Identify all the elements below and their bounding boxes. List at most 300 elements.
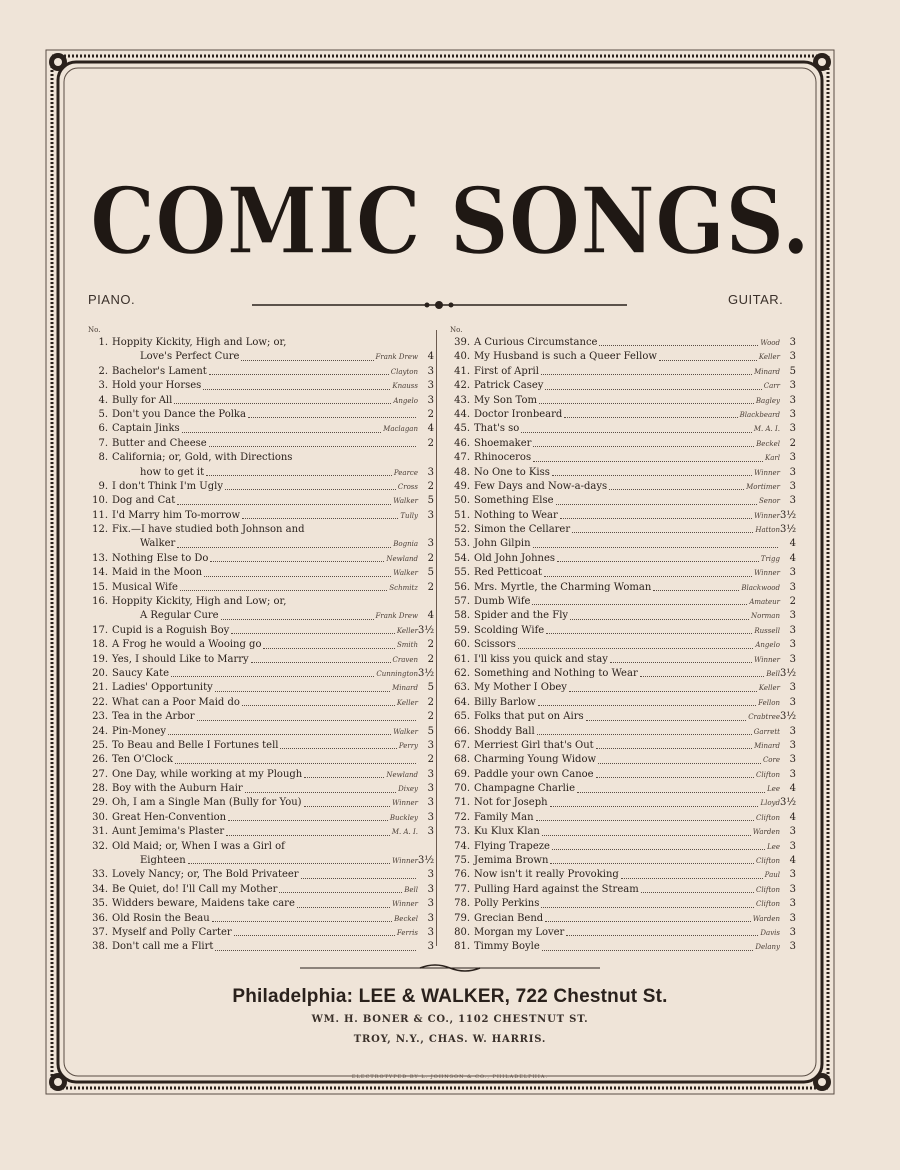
song-number: 8. [98,452,108,464]
song-composer: Keller [396,698,418,707]
song-title: Dumb Wife [474,596,531,608]
song-entry [450,451,796,465]
song-number: 43. [454,394,470,406]
leader-dots [177,504,391,505]
song-composer: Frank Drew [375,353,418,362]
song-entry [450,897,796,911]
song-title: Hold your Horses [112,380,202,392]
song-number: 30. [92,811,108,823]
song-price: 2 [427,639,434,651]
song-composer: Maclagan [383,425,418,434]
electrotyper-credit: ELECTROTYPED BY L. JOHNSON & CO., PHILADELPHIA. [351,1074,549,1080]
song-number: 72. [454,811,470,823]
song-title: Polly Perkins [474,898,540,910]
song-number: 57. [454,596,470,608]
song-title: A Frog he would a Wooing go [112,639,262,651]
song-title: Something and Nothing to Wear [474,667,638,679]
song-title: Don't you Dance the Polka [112,408,246,420]
song-entry [450,394,796,408]
song-entry [450,509,796,523]
song-composer: Clifton [756,813,780,822]
song-title: My Husband is such a Queer Fellow [474,351,657,363]
song-composer: Minard [392,684,418,693]
song-entry [450,408,796,422]
song-price: 2 [427,581,434,593]
song-composer: Clifton [756,900,780,909]
song-price: 3 [427,912,434,924]
leader-dots [541,374,752,375]
song-number: 39. [454,336,470,348]
song-number: 70. [454,783,470,795]
song-number: 28. [92,783,108,795]
song-number: 25. [92,739,108,751]
song-composer: Ferris [396,929,418,937]
leader-dots [209,446,416,447]
song-price: 3 [789,394,796,406]
song-entry [88,667,434,681]
song-composer: Amateur [749,598,780,607]
leader-dots [171,676,374,677]
leader-dots [263,648,395,649]
song-entry [88,494,434,508]
song-title: Now isn't it really Provoking [474,869,619,881]
song-entry [450,883,796,897]
song-price: 3 [789,610,796,622]
song-title: Red Petticoat [474,567,543,579]
song-entry [88,408,434,422]
song-price: 2 [427,480,434,492]
song-composer: Dixey [398,785,418,794]
song-number: 1. [98,336,108,348]
song-title: Don't call me a Flirt [112,941,214,953]
song-price: 5 [427,495,434,507]
song-price: 3 [789,639,796,651]
song-price: 3 [427,898,434,910]
song-composer: Russell [754,626,780,635]
song-price: 3 [427,941,434,953]
song-price: 3 [789,898,796,910]
song-composer: Trigg [760,554,780,563]
left-column-number-header: No. [88,326,101,334]
leader-dots [566,935,758,936]
song-price: 3 [427,739,434,751]
song-composer: Core [762,756,780,765]
song-price: 3 [427,883,434,895]
song-title: What can a Poor Maid do [112,696,240,708]
song-title: Grecian Bend [474,912,544,924]
song-price: 3 [427,927,434,938]
song-entry-continuation [88,609,434,623]
song-title: Yes, I should Like to Marry [112,653,249,665]
leader-dots [599,345,758,346]
song-number: 42. [454,380,470,392]
song-title: Charming Young Widow [474,754,597,766]
song-title: I don't Think I'm Ugly [112,480,223,492]
song-number: 52. [454,524,470,536]
song-composer: Beckel [756,439,780,448]
song-title-continuation: A Regular Cure [140,610,219,622]
song-composer: Bell [404,885,418,894]
song-price: 2 [427,653,434,665]
song-composer: Walker [393,497,418,506]
song-entry [450,868,796,882]
song-price: 3 [789,581,796,593]
song-price: 3 [789,351,796,363]
song-price: 2 [427,711,434,723]
leader-dots [569,691,757,692]
bottom-ornament [300,962,600,974]
song-composer: Karl [765,454,780,463]
song-number: 10. [92,495,108,507]
song-entry [450,768,796,782]
leader-dots [609,489,744,490]
song-entry [450,739,796,753]
song-title: Dog and Cat [112,495,176,507]
song-entry [450,379,796,393]
song-price: 4 [789,783,796,795]
song-title-continuation: how to get it [140,466,205,478]
song-number: 73. [454,826,470,838]
song-composer: Bagley [755,396,780,405]
song-number: 22. [92,696,108,708]
song-entry [450,840,796,854]
song-title: Lovely Nancy; or, The Bold Privateer [112,869,299,881]
leader-dots [536,820,754,821]
song-title: That's so [474,423,520,435]
song-composer: Winner [392,799,418,808]
song-entry [88,437,434,451]
song-composer: Walker [393,727,418,736]
song-composer: Knauss [392,382,418,391]
title-text: COMIC SONGS. [90,167,810,275]
song-composer: Wood [760,338,780,347]
song-entry [88,480,434,494]
song-entry [88,379,434,393]
song-composer: Walker [393,569,418,578]
song-composer: Lee [767,842,780,851]
song-price: 2 [427,437,434,449]
song-number: 63. [454,682,470,694]
song-composer: Clifton [756,885,780,894]
song-entry [450,797,796,811]
leader-dots [279,892,402,893]
song-number: 58. [454,610,470,622]
song-title: Nothing to Wear [474,509,558,521]
header-rule-ornament [252,298,627,312]
song-title: Ladies' Opportunity [112,682,213,694]
song-entry [88,595,434,609]
song-title: Tea in the Arbor [112,711,195,723]
leader-dots [621,878,763,879]
song-number: 31. [92,826,108,838]
left-song-list [88,336,434,955]
song-price: 5 [427,567,434,579]
right-song-list [450,336,796,955]
song-title: Rhinoceros [474,452,532,464]
song-entry [88,825,434,839]
song-title: John Gilpin [474,538,531,550]
song-title: Doctor Ironbeard [474,408,563,420]
song-entry [450,725,796,739]
song-price: 2 [789,437,796,449]
song-entry [88,509,434,523]
song-title: Mrs. Myrtle, the Charming Woman [474,581,652,593]
leader-dots [242,518,398,519]
song-number: 7. [98,437,108,449]
leader-dots [596,748,752,749]
song-title: Morgan my Lover [474,927,565,938]
song-title: Timmy Boyle [474,941,540,953]
leader-dots [564,417,737,418]
song-number: 48. [454,466,470,478]
song-entry [450,537,796,551]
leader-dots [241,360,373,361]
song-price: 2 [789,596,796,608]
leader-dots [301,878,416,879]
song-number: 59. [454,624,470,636]
song-number: 46. [454,437,470,449]
song-price: 3 [789,682,796,694]
leader-dots [545,389,761,390]
song-price: 3½ [418,667,435,679]
song-title: Paddle your own Canoe [474,768,594,780]
song-title: Merriest Girl that's Out [474,739,594,751]
song-price: 5 [427,725,434,737]
leader-dots [212,921,392,922]
song-number: 78. [454,898,470,910]
song-entry [88,581,434,595]
song-entry [450,854,796,868]
song-number: 38. [92,941,108,953]
song-entry [450,825,796,839]
song-entry [450,696,796,710]
song-price: 3 [427,365,434,377]
song-number: 23. [92,711,108,723]
song-composer: Tully [400,511,418,520]
song-entry [450,681,796,695]
leader-dots [550,863,754,864]
song-entry [450,595,796,609]
song-composer: Winner [754,655,780,664]
song-title: Fix.—I have studied both Johnson and [112,524,305,536]
song-price: 4 [789,552,796,564]
song-composer: Pearce [393,468,418,477]
song-entry [450,336,796,350]
leader-dots [203,389,390,390]
song-price: 3 [427,509,434,521]
song-price: 3½ [780,797,797,809]
leader-dots [570,619,749,620]
song-price: 3 [789,912,796,924]
song-title: My Son Tom [474,394,537,406]
song-price: 3 [789,840,796,852]
song-entry [88,336,434,350]
leader-dots [175,763,416,764]
leader-dots [248,417,416,418]
song-entry [88,753,434,767]
song-number: 53. [454,538,470,550]
leader-dots [228,820,388,821]
song-number: 32. [92,840,108,852]
song-number: 51. [454,509,470,521]
song-composer: Craven [392,655,418,664]
song-title: Old Rosin the Beau [112,912,210,924]
song-price: 3 [789,423,796,435]
song-entry [88,566,434,580]
song-entry [88,725,434,739]
song-title: A Curious Circumstance [474,336,598,348]
song-number: 55. [454,567,470,579]
song-price: 3 [427,826,434,838]
song-composer: Cunnington [376,669,418,678]
song-entry [450,466,796,480]
song-price: 4 [427,351,434,363]
song-title: Pulling Hard against the Stream [474,883,639,895]
song-price: 3 [789,408,796,420]
song-composer: Beckel [394,914,418,923]
leader-dots [215,950,416,951]
song-number: 20. [92,667,108,679]
song-entry [88,696,434,710]
song-price: 3 [427,783,434,795]
leader-dots [552,475,752,476]
leader-dots [542,835,751,836]
leader-dots [538,705,757,706]
song-composer: Winner [754,569,780,578]
song-number: 68. [454,754,470,766]
song-number: 77. [454,883,470,895]
leader-dots [641,892,754,893]
leader-dots [242,705,395,706]
song-entry [88,451,434,465]
song-number: 34. [92,883,108,895]
leader-dots [533,461,763,462]
leader-dots [577,792,765,793]
agent-line-1: WM. H. BONER & CO., 1102 CHESTNUT ST. [311,1014,589,1025]
leader-dots [226,835,390,836]
leader-dots [560,518,752,519]
song-price: 3½ [780,524,797,536]
song-number: 49. [454,480,470,492]
song-composer: Buckley [389,813,418,822]
song-price: 3 [789,567,796,579]
song-composer: Mortimer [746,482,780,491]
song-entry [88,365,434,379]
song-price: 3½ [418,624,435,636]
leader-dots [610,662,752,663]
right-column-number-header: No. [450,326,463,334]
song-entry [88,897,434,911]
song-composer: Bognia [393,540,418,549]
leader-dots [188,863,391,864]
song-composer: M. A. I. [753,425,780,434]
song-entry [450,365,796,379]
song-price: 3 [789,768,796,780]
song-title: Old Maid; or, When I was a Girl of [112,840,285,852]
song-number: 5. [98,408,108,420]
leader-dots [280,748,396,749]
song-number: 11. [92,509,108,521]
song-title: Musical Wife [112,581,178,593]
song-price: 3 [789,336,796,348]
song-entry [88,782,434,796]
song-price: 5 [789,365,796,377]
leader-dots [541,907,754,908]
leader-dots [640,676,765,677]
song-composer: Bell [766,669,780,678]
song-entry [88,653,434,667]
leader-dots [231,633,395,634]
song-composer: M. A. I. [391,828,418,837]
song-price: 3½ [780,711,797,723]
song-price: 3 [789,739,796,751]
song-entry [450,667,796,681]
song-entry [88,710,434,724]
song-price: 2 [427,408,434,420]
song-number: 81. [454,941,470,953]
song-composer: Keller [396,626,418,635]
leader-dots [544,576,752,577]
song-title: Scissors [474,639,516,651]
song-entry [88,552,434,566]
leader-dots [174,403,391,404]
song-entry [88,739,434,753]
leader-dots [572,532,753,533]
song-price: 3 [789,380,796,392]
song-title: Simon the Cellarer [474,524,571,536]
leader-dots [206,475,392,476]
leader-dots [177,547,391,548]
song-composer: Angelo [755,641,780,650]
song-title: Ten O'Clock [112,754,173,766]
song-entry [450,552,796,566]
song-price: 3 [427,811,434,823]
song-price: 3 [427,768,434,780]
song-price: 4 [789,538,796,550]
song-number: 15. [92,581,108,593]
song-number: 54. [454,552,470,564]
song-title: Something Else [474,495,554,507]
song-price: 3 [789,869,796,881]
song-entry [450,494,796,508]
song-entry [88,926,434,940]
song-number: 66. [454,725,470,737]
song-price: 4 [427,610,434,622]
song-composer: Perry [398,741,418,750]
song-number: 2. [98,365,108,377]
song-number: 79. [454,912,470,924]
song-composer: Paul [764,871,780,880]
song-composer: Garrett [753,727,780,736]
song-price: 4 [789,855,796,867]
song-price: 2 [427,696,434,708]
song-number: 50. [454,495,470,507]
song-title: Patrick Casey [474,380,544,392]
song-number: 29. [92,797,108,809]
leader-dots [557,561,759,562]
song-composer: Clifton [756,857,780,866]
song-number: 21. [92,682,108,694]
title-comic-songs [0,98,900,288]
song-composer: Delany [755,943,780,952]
leader-dots [518,648,754,649]
leader-dots [209,374,389,375]
song-composer: Winner [392,900,418,909]
song-title: Bully for All [112,394,173,406]
song-title: Shoddy Ball [474,725,535,737]
leader-dots [552,849,765,850]
song-composer: Frank Drew [375,612,418,621]
